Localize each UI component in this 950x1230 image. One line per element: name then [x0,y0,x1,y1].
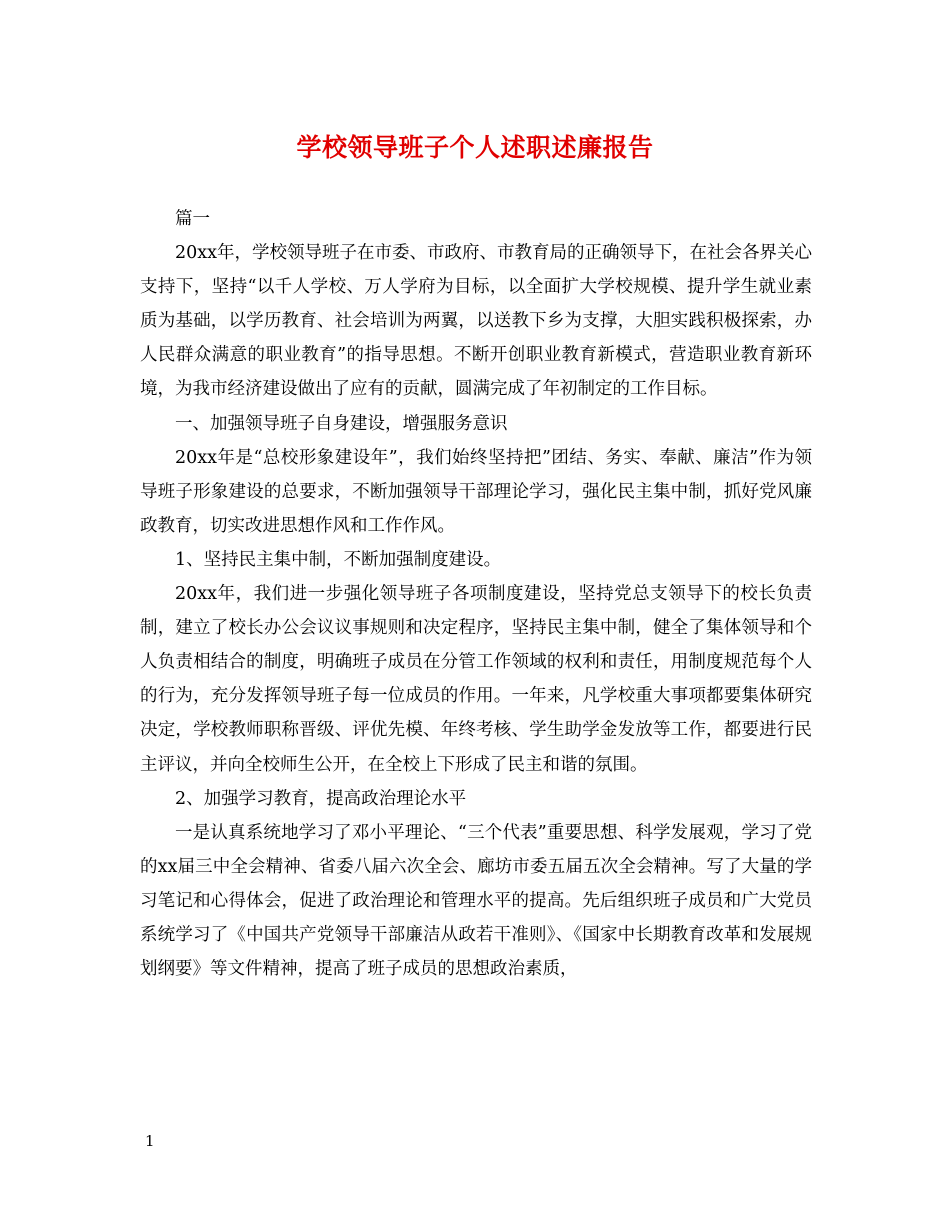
intro-paragraph: 20xx年，学校领导班子在市委、市政府、市教育局的正确领导下，在社会各界关心支持下，坚持“以千人学校、万人学府为目标，以全面扩大学校规模、提升学生就业素质为基础，以学历教育、社会培训为两翼，以送教下乡为支撑，大胆实践积极探索，办人民群众满意的职业教育”的指导思想。不断开创职业教育新模式，营造职业教育新环境，为我市经济建设做出了应有的贡献，圆满完成了年初制定的工作目标。 [140,243,813,400]
study-education-paragraph: 一是认真系统地学习了邓小平理论、“三个代表”重要思想、科学发展观，学习了党的xx届三中全会精神、省委八届六次全会、廊坊市委五届五次全会精神。写了大量的学习笔记和心得体会，促进了政治理论和管理水平的提高。先后组织班子成员和广大党员系统学习了《中国共产党领导干部廉洁从政若干准则》、《国家中长期教育改革和发展规划纲要》等文件精神，提高了班子成员的思想政治素质， [140,822,812,980]
leadership-paragraph: 20xx年是“总校形象建设年”，我们始终坚持把”团结、务实、奉献、廉洁”作为领导班子形象建设的总要求，不断加强领导干部理论学习，强化民主集中制，抓好党风廉政教育，切实改进思想作风和工作作风。 [140,447,812,536]
section-heading-leadership: 一、加强领导班子自身建设，增强服务意识 [175,413,508,434]
subheading-study-education: 2、加强学习教育，提高政治理论水平 [175,788,467,809]
section-heading-part-one: 篇一 [175,209,210,229]
subheading-democratic-centralism: 1、坚持民主集中制，不断加强制度建设。 [175,549,502,570]
page-number: 1 [145,1132,155,1150]
document-title: 学校领导班子个人述职述廉报告 [296,133,654,162]
democratic-centralism-paragraph: 20xx年，我们进一步强化领导班子各项制度建设，坚持党总支领导下的校长负责制，建立了校长办公会议议事规则和决定程序，坚持民主集中制，健全了集体领导和个人负责相结合的制度，明确班子成员在分管工作领域的权利和责任，用制度规范每个人的行为，充分发挥领导班子每一位成员的作用。一年来，凡学校重大事项都要集体研究决定，学校教师职称晋级、评优先模、年终考核、学生助学金发放等工作，都要进行民主评议，并向全校师生公开，在全校上下形成了民主和谐的氛围。 [140,584,812,775]
document-body [140,202,812,986]
